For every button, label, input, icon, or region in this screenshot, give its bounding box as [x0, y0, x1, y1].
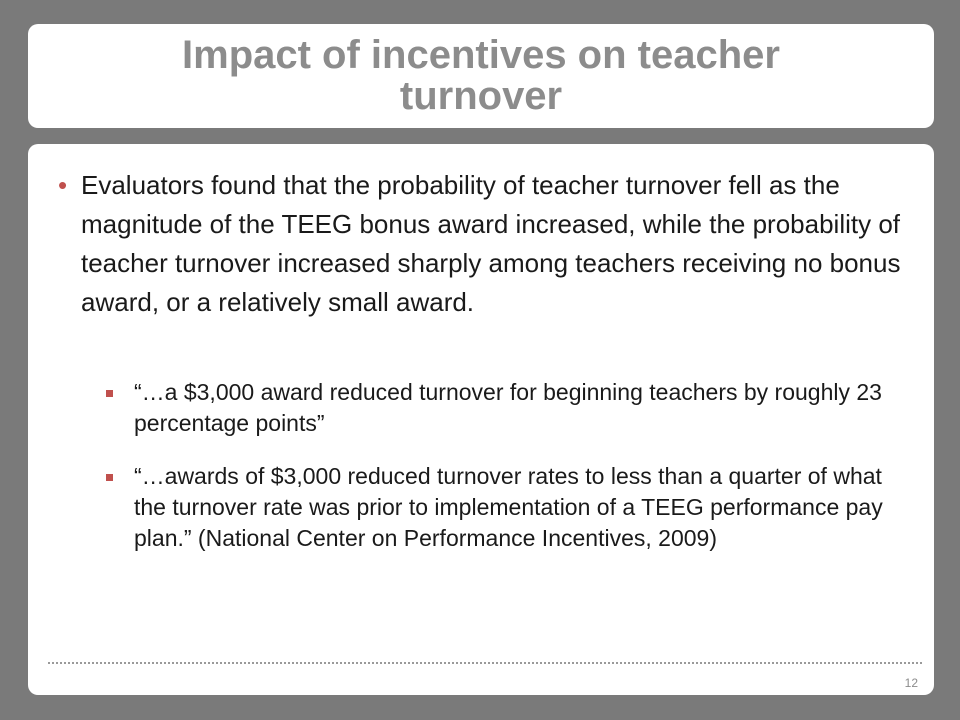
main-bullet-text: Evaluators found that the probability of teacher turnover fell as the magnitude of the TEEG bonus award increased, while the probability of teacher turnover increased sharply among teachers receiving no bonus award, or a relatively small award. [81, 170, 901, 317]
sub-bullet-1 [106, 377, 916, 439]
square-bullet-icon [106, 390, 113, 397]
square-bullet-icon [106, 474, 113, 481]
sub-bullet-text: “…a $3,000 award reduced turnover for beginning teachers by roughly 23 percentage points” [134, 379, 882, 436]
title-panel [28, 24, 934, 128]
slide-title: Impact of incentives on teacher turnover [182, 33, 780, 118]
page-number: 12 [904, 676, 918, 690]
main-bullet [58, 166, 908, 322]
dotted-divider [48, 662, 922, 664]
round-bullet-icon: • [58, 170, 68, 200]
sub-bullet-2 [106, 461, 916, 554]
sub-bullet-text: “…awards of $3,000 reduced turnover rates to less than a quarter of what the turnover rate was prior to implementation of a TEEG performance pay plan.” (National Center on Performance Incentives, 2009) [134, 463, 883, 551]
content-panel [28, 144, 934, 695]
